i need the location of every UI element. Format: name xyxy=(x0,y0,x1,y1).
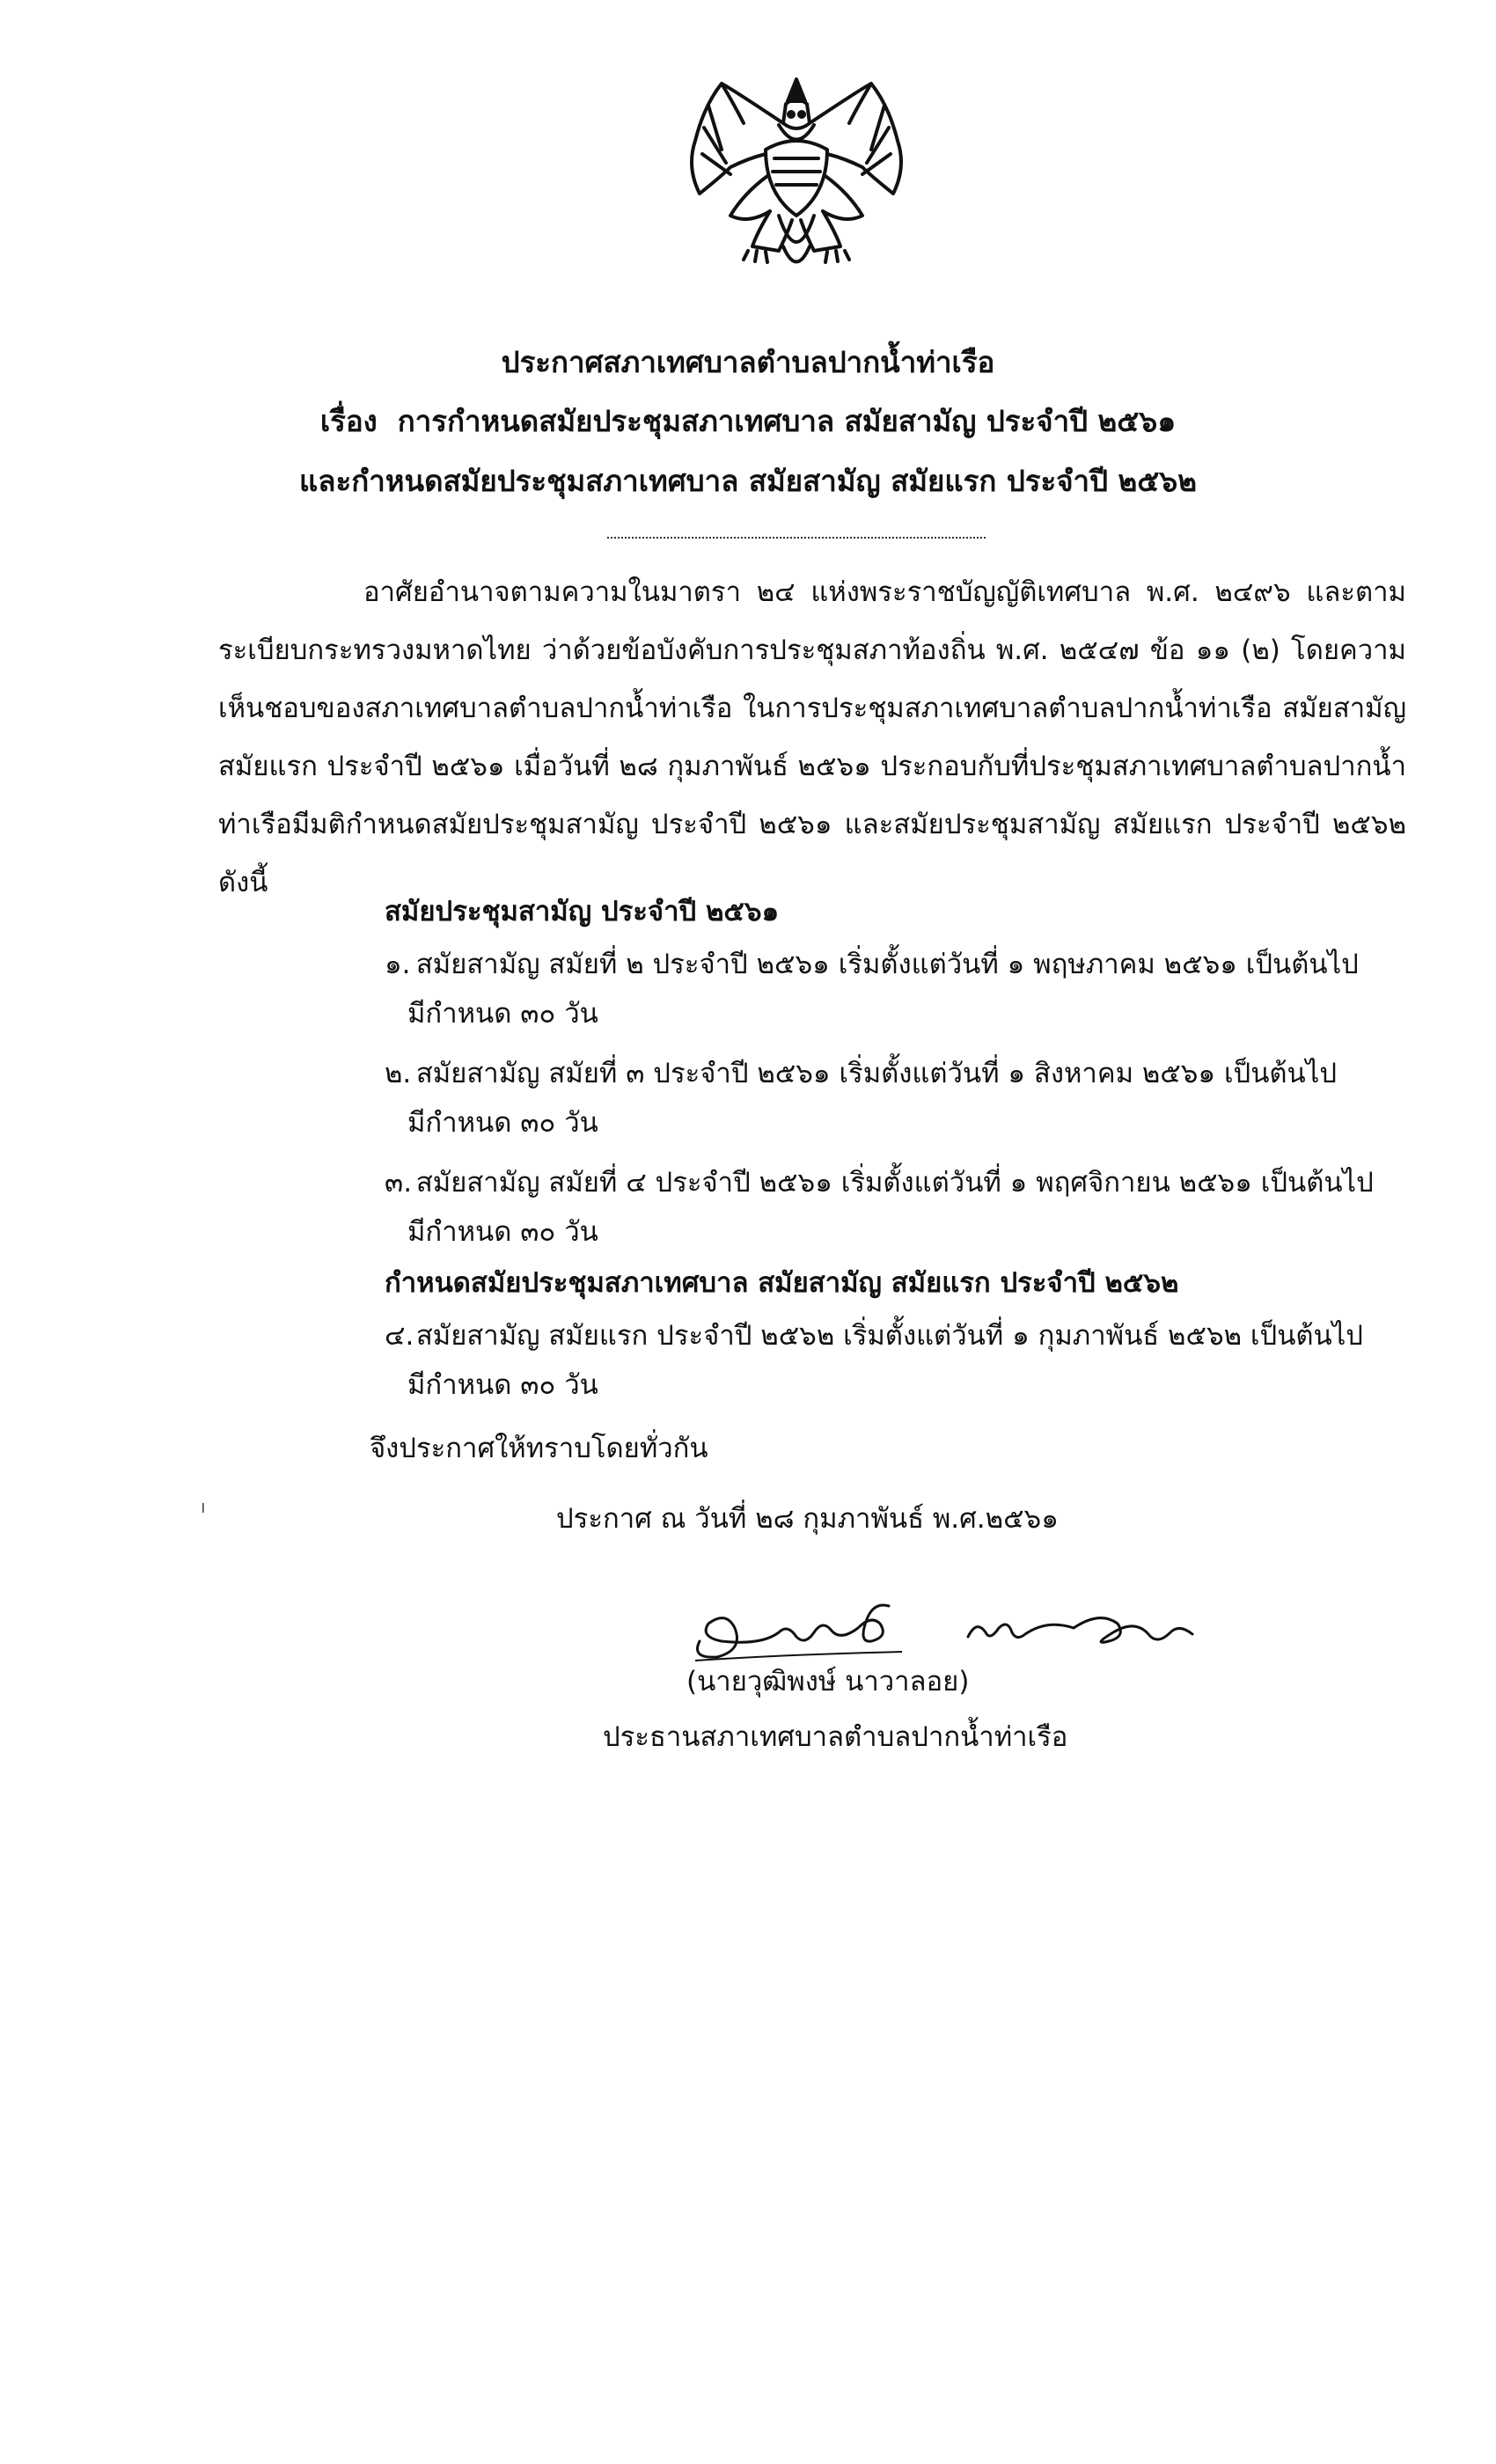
item-number: ๑. xyxy=(385,949,411,980)
signatory-name: (นายวุฒิพงษ์ นาวาลอย) xyxy=(686,1666,970,1698)
session-item-4 xyxy=(385,1311,1410,1410)
announcement-subject-line1 xyxy=(0,398,1496,444)
garuda-emblem-icon xyxy=(669,70,924,286)
session-item-3 xyxy=(385,1158,1410,1257)
item-number: ๓. xyxy=(385,1167,413,1199)
announcement-title: ประกาศสภาเทศบาลตำบลปากน้ำท่าเรือ xyxy=(501,345,995,379)
item-duration: มีกำหนด ๓๐ วัน xyxy=(407,1216,598,1248)
closing-statement: จึงประกาศให้ทราบโดยทั่วกัน xyxy=(370,1433,708,1464)
item-number: ๔. xyxy=(385,1320,414,1352)
preamble-paragraph: อาศัยอำนาจตามความในมาตรา ๒๔ แห่งพระราชบัญญัติเทศบาล พ.ศ. ๒๔๙๖ และตามระเบียบกระทรวงมหาดไทย ว่าด้วยข้อบังคับการประชุมสภาท้องถิ่น พ.ศ. ๒๕๔๗ ข้อ ๑๑ (๒) โดยความเห็นชอบของสภาเทศบาลตำบลปากน้ำท่าเรือ ในการประชุมสภาเทศบาลตำบลปากน้ำท่าเรือ สมัยสามัญ สมัยแรก ประจำปี ๒๕๖๑ เมื่อวันที่ ๒๘ กุมภาพันธ์ ๒๕๖๑ ประกอบกับที่ประชุมสภาเทศบาลตำบลปากน้ำท่าเรือมีมติกำหนดสมัยประชุมสามัญ ประจำปี ๒๕๖๑ และสมัยประชุมสามัญ สมัยแรก ประจำปี ๒๕๖๒ ดังนี้ xyxy=(218,576,1406,898)
subject-text-line1: การกำหนดสมัยประชุมสภาเทศบาล สมัยสามัญ ประจำปี ๒๕๖๑ xyxy=(397,404,1177,438)
item-duration: มีกำหนด ๓๐ วัน xyxy=(407,1369,598,1401)
item-duration: มีกำหนด ๓๐ วัน xyxy=(407,998,598,1030)
second-signature xyxy=(959,1597,1201,1659)
margin-mark: ı xyxy=(201,1496,206,1517)
session-item-2 xyxy=(385,1049,1410,1148)
subject-label: เรื่อง xyxy=(319,404,378,438)
item-text: สมัยสามัญ สมัยที่ ๓ ประจำปี ๒๕๖๑ เริ่มตั้งแต่วันที่ ๑ สิงหาคม ๒๕๖๑ เป็นต้นไป xyxy=(415,1058,1338,1089)
announcement-date: ประกาศ ณ วันที่ ๒๘ กุมภาพันธ์ พ.ศ.๒๕๖๑ xyxy=(556,1503,1059,1535)
item-text: สมัยสามัญ สมัยที่ ๔ ประจำปี ๒๕๖๑ เริ่มตั้งแต่วันที่ ๑ พฤศจิกายน ๒๕๖๑ เป็นต้นไป xyxy=(415,1167,1374,1199)
item-number: ๒. xyxy=(385,1058,412,1089)
item-text: สมัยสามัญ สมัยแรก ประจำปี ๒๕๖๒ เริ่มตั้งแต่วันที่ ๑ กุมภาพันธ์ ๒๕๖๒ เป็นต้นไป xyxy=(415,1320,1363,1352)
section-2562-heading: กำหนดสมัยประชุมสภาเทศบาล สมัยสามัญ สมัยแรก ประจำปี ๒๕๖๒ xyxy=(385,1267,1179,1299)
item-text: สมัยสามัญ สมัยที่ ๒ ประจำปี ๒๕๖๑ เริ่มตั้งแต่วันที่ ๑ พฤษภาคม ๒๕๖๑ เป็นต้นไป xyxy=(415,949,1359,980)
session-item-1 xyxy=(385,940,1410,1038)
announcement-subject-line2: และกำหนดสมัยประชุมสภาเทศบาล สมัยสามัญ สมัยแรก ประจำปี ๒๕๖๒ xyxy=(299,464,1197,498)
section-2561-heading: สมัยประชุมสามัญ ประจำปี ๒๕๖๑ xyxy=(385,896,780,928)
item-duration: มีกำหนด ๓๐ วัน xyxy=(407,1107,598,1139)
header-dotted-divider xyxy=(607,537,986,539)
signatory-position: ประธานสภาเทศบาลตำบลปากน้ำท่าเรือ xyxy=(603,1721,1068,1753)
